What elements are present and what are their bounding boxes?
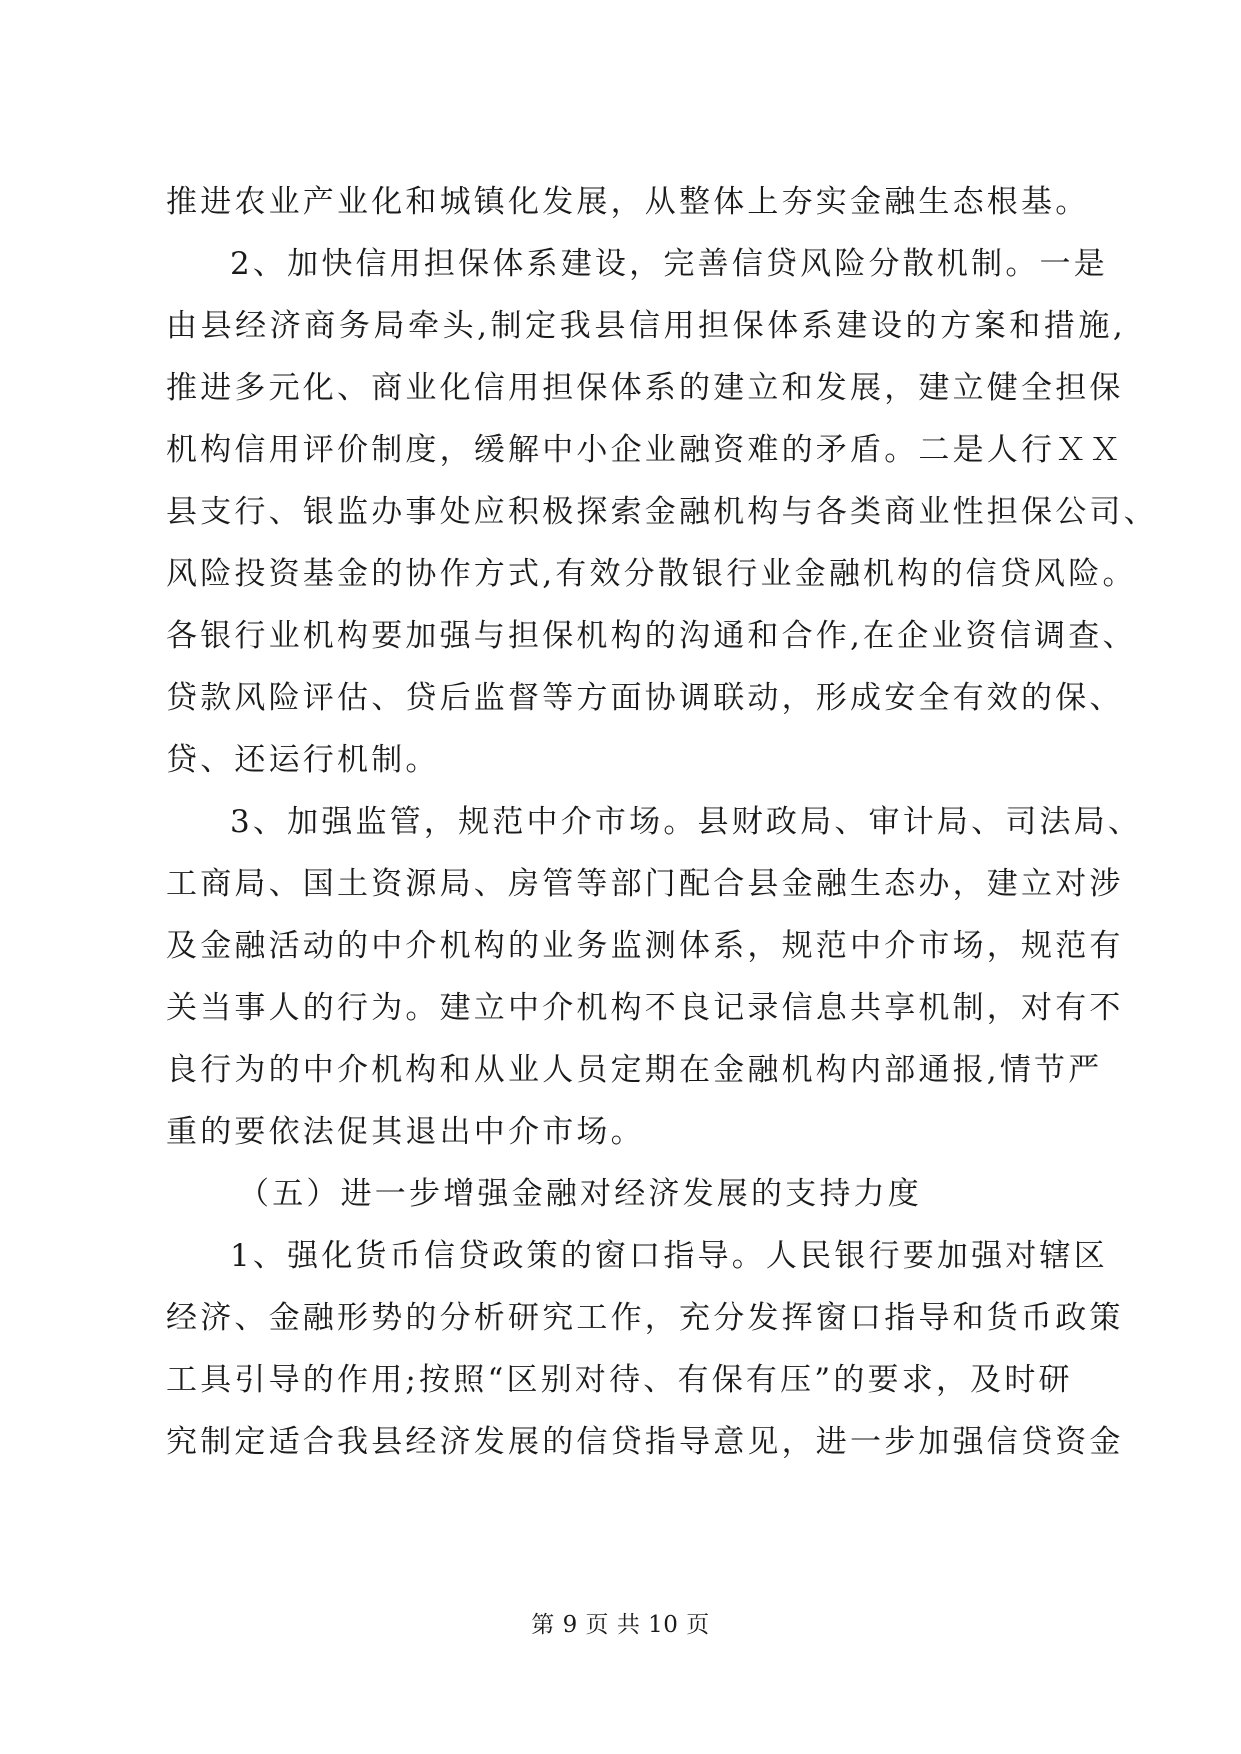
text-line-11: 3、加强监管，规范中介市场。县财政局、审计局、司法局、	[230, 804, 1143, 840]
text-line-9: 贷款风险评估、贷后监督等方面协调联动，形成安全有效的保、	[166, 680, 1124, 716]
text-line-14: 关当事人的行为。建立中介机构不良记录信息共享机制，对有不	[166, 990, 1124, 1026]
text-line-20: 工具引导的作用;按照“区别对待、有保有压”的要求，及时研	[166, 1362, 1073, 1398]
text-line-18: 1、强化货币信贷政策的窗口指导。人民银行要加强对辖区	[230, 1238, 1108, 1274]
text-line-7: 风险投资基金的协作方式,有效分散银行业金融机构的信贷风险。	[166, 556, 1137, 592]
text-line-15: 良行为的中介机构和从业人员定期在金融机构内部通报,情节严	[166, 1052, 1103, 1088]
text-line-19: 经济、金融形势的分析研究工作，充分发挥窗口指导和货币政策	[166, 1300, 1124, 1336]
text-line-21: 究制定适合我县经济发展的信贷指导意见，进一步加强信贷资金	[166, 1424, 1124, 1460]
text-line-2: 2、加快信用担保体系建设，完善信贷风险分散机制。一是	[230, 246, 1108, 282]
text-line-3: 由县经济商务局牵头,制定我县信用担保体系建设的方案和措施,	[166, 308, 1126, 344]
section-heading: （五）进一步增强金融对经济发展的支持力度	[238, 1176, 922, 1212]
text-line-12: 工商局、国土资源局、房管等部门配合县金融生态办，建立对涉	[166, 866, 1124, 902]
text-line-10: 贷、还运行机制。	[166, 742, 440, 778]
text-line-4: 推进多元化、商业化信用担保体系的建立和发展，建立健全担保	[166, 370, 1124, 406]
text-line-8: 各银行业机构要加强与担保机构的沟通和合作,在企业资信调查、	[166, 618, 1137, 654]
text-line-1: 推进农业产业化和城镇化发展，从整体上夯实金融生态根基。	[166, 184, 1090, 220]
text-line-13: 及金融活动的中介机构的业务监测体系，规范中介市场，规范有	[166, 928, 1124, 964]
page-number-footer: 第 9 页 共 10 页	[531, 1612, 710, 1638]
text-line-5: 机构信用评价制度，缓解中小企业融资难的矛盾。二是人行ＸＸ	[166, 432, 1124, 468]
text-line-16: 重的要依法促其退出中介市场。	[166, 1114, 645, 1150]
text-line-6: 县支行、银监办事处应积极探索金融机构与各类商业性担保公司、	[166, 494, 1158, 530]
